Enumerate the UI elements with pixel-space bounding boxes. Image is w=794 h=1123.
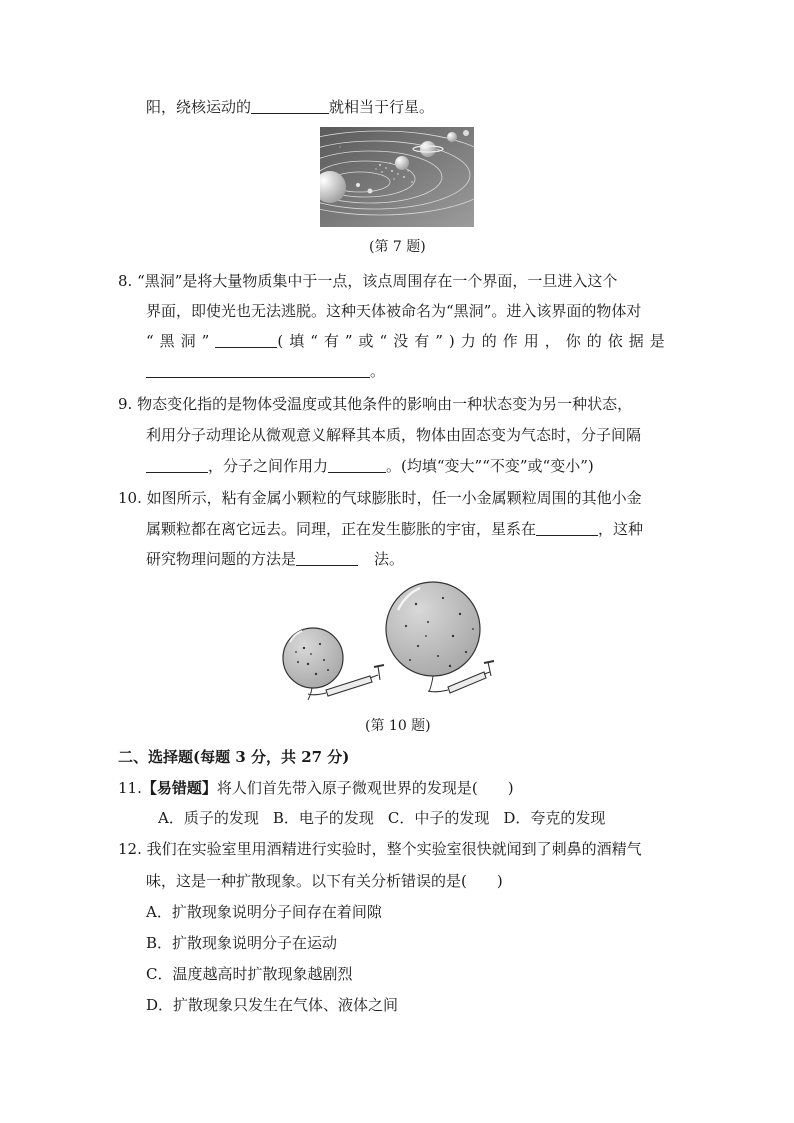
q8-line3 [146, 330, 671, 352]
q8-line1: 8. “黑洞”是将大量物质集中于一点，该点周围存在一个界面，一旦进入这个 [118, 272, 618, 290]
q8-answer-blank-2[interactable] [146, 361, 370, 378]
q8-line4-end: 。 [370, 362, 386, 380]
q10-line2-end: ，这种 [598, 520, 644, 538]
q11-stem-line [118, 777, 514, 799]
balloon-diagram [278, 574, 498, 706]
q11-option-a[interactable]: A．质子的发现 [158, 809, 259, 827]
q11-option-c[interactable]: C．中子的发现 [387, 809, 490, 827]
q12-option-c[interactable]: C．温度越高时扩散现象越剧烈 [146, 965, 353, 983]
q7-tail-line [146, 96, 434, 118]
q8-line3-start: “黑洞” [146, 332, 216, 350]
q11-number: 11. [118, 779, 142, 797]
large-balloon [386, 582, 480, 676]
q12-line2: 味，这是一种扩散现象。以下有关分析错误的是( ) [146, 872, 503, 890]
q11-options [158, 807, 605, 829]
q10-line3 [146, 548, 404, 570]
q7-answer-blank[interactable] [251, 97, 329, 114]
q11-tag: 【易错题】 [141, 779, 217, 797]
q12-option-d[interactable]: D．扩散现象只发生在气体、液体之间 [146, 996, 399, 1014]
q12-option-b[interactable]: B．扩散现象说明分子在运动 [146, 934, 338, 952]
q9-line3 [146, 455, 594, 477]
q9-line3-mid: ，分子之间作用力 [208, 457, 329, 475]
q12-option-a[interactable]: A．扩散现象说明分子间存在着间隙 [146, 903, 382, 921]
q12-line1: 12. 我们在实验室里用酒精进行实验时，整个实验室很快就闻到了刺鼻的酒精气 [118, 840, 642, 858]
q9-line3-end: 。(均填“变大”“不变”或“变小”) [386, 457, 594, 475]
q10-line2 [146, 518, 643, 540]
q11-stem: 将人们首先带入原子微观世界的发现是( ) [216, 779, 514, 797]
fig7-caption: (第 7 题) [369, 239, 426, 255]
q9-line2: 利用分子动理论从微观意义解释其本质，物体由固态变为气态时，分子间隔 [146, 426, 642, 444]
solar-system-image [320, 127, 474, 227]
q10-line3-end: 法。 [374, 550, 405, 568]
q9-line1: 9. 物态变化指的是物体受温度或其他条件的影响由一种状态变为另一种状态， [118, 395, 633, 413]
q9-answer-blank-1[interactable] [146, 456, 208, 473]
q7-tail-suffix: 就相当于行星。 [329, 98, 435, 116]
q8-line4 [146, 360, 385, 382]
q7-tail-prefix: 阳，绕核运动的 [146, 98, 252, 116]
q10-answer-blank-1[interactable] [536, 519, 598, 536]
section2-title: 二、选择题(每题 3 分，共 27 分) [118, 748, 350, 766]
q8-answer-blank-1[interactable] [215, 331, 277, 348]
q10-answer-blank-2[interactable] [296, 549, 358, 566]
q11-option-b[interactable]: B．电子的发现 [272, 809, 374, 827]
q10-line1: 10. 如图所示，粘有金属小颗粒的气球膨胀时，任一小金属颗粒周围的其他小金 [118, 489, 642, 507]
q10-line2-start: 属颗粒都在离它远去。同理，正在发生膨胀的宇宙，星系在 [146, 520, 537, 538]
q8-line2: 界面，即使光也无法逃脱。这种天体被命名为“黑洞”。进入该界面的物体对 [146, 302, 642, 320]
q10-line3-start: 研究物理问题的方法是 [146, 550, 297, 568]
q9-answer-blank-2[interactable] [328, 456, 386, 473]
fig10-caption: (第 10 题) [365, 718, 431, 734]
q8-line3-end: (填“有”或“没有”)力的作用，你的依据是 [277, 332, 671, 350]
q11-option-d[interactable]: D．夸克的发现 [503, 809, 606, 827]
